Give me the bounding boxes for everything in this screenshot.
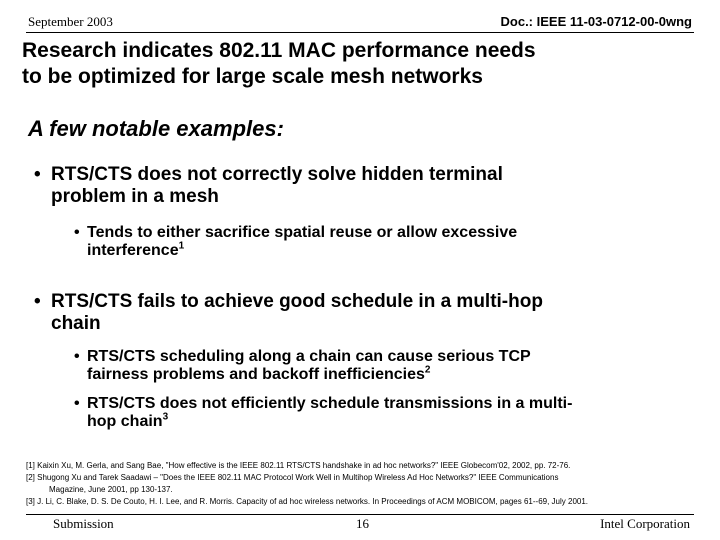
sub-bullet-2-1 — [74, 348, 714, 384]
slide-subtitle: A few notable examples: — [28, 116, 284, 141]
sub-bullet-2-1-marker: • — [74, 348, 80, 365]
sub-bullet-1-1-marker: • — [74, 224, 80, 241]
header-doc-id: Doc.: IEEE 11-03-0712-00-0wng — [500, 14, 692, 29]
reference-1: [1] Kaixin Xu, M. Gerla, and Sang Bae, "How effective is the IEEE 802.11 RTS/CTS handshake in ad hoc networks?" IEEE Globecom'02, 2002, pp. 72-76. — [26, 461, 571, 470]
slide-title — [22, 38, 712, 90]
sub-bullet-1-1-text — [87, 224, 517, 260]
sub-bullet-2-1-text — [87, 348, 531, 384]
sub-bullet-2-1-line-2: fairness problems and backoff inefficiencies — [87, 366, 425, 383]
bullet-2 — [34, 291, 714, 335]
sub-bullet-2-2-text — [87, 395, 572, 431]
sub-bullet-2-2-marker: • — [74, 395, 80, 412]
bullet-2-marker: • — [34, 291, 41, 312]
reference-2: [2] Shugong Xu and Tarek Saadawi – "Does the IEEE 802.11 MAC Protocol Work Well in Multihop Wireless Ad Hoc Networks?" IEEE Communications — [26, 473, 559, 482]
sub-bullet-2-2 — [74, 395, 714, 431]
footer-organization: Intel Corporation — [600, 516, 690, 531]
reference-3: [3] J. Li, C. Blake, D. S. De Couto, H. I. Lee, and R. Morris. Capacity of ad hoc wireless networks. In Proceedings of ACM MOBICOM, pages 61--69, July 2001. — [26, 497, 589, 506]
sub-bullet-1-1 — [74, 224, 714, 260]
sub-bullet-1-1-line-2: interference — [87, 242, 179, 259]
bullet-1-text — [51, 164, 503, 208]
bullet-1 — [34, 164, 714, 208]
bullet-1-line-2: problem in a mesh — [51, 186, 219, 207]
reference-2-continued: Magazine, June 2001, pp 130-137. — [49, 485, 173, 494]
page-number: 16 — [356, 516, 369, 531]
bullet-1-line-1: RTS/CTS does not correctly solve hidden terminal — [51, 164, 503, 185]
header-divider — [26, 32, 694, 33]
sub-bullet-2-2-line-2: hop chain — [87, 413, 163, 430]
bullet-2-line-2: chain — [51, 313, 101, 334]
footer-submission: Submission — [53, 516, 114, 531]
header-date: September 2003 — [28, 14, 113, 29]
sub-bullet-2-1-line-1: RTS/CTS scheduling along a chain can cause serious TCP — [87, 348, 531, 365]
slide-title-line-1: Research indicates 802.11 MAC performance needs — [22, 39, 536, 62]
footnote-ref-3: 3 — [162, 411, 169, 423]
bullet-1-marker: • — [34, 164, 41, 185]
sub-bullet-2-2-line-1: RTS/CTS does not efficiently schedule transmissions in a multi- — [87, 395, 573, 412]
footnote-ref-2: 2 — [424, 364, 431, 376]
sub-bullet-1-1-line-1: Tends to either sacrifice spatial reuse or allow excessive — [87, 224, 518, 241]
footnote-ref-1: 1 — [178, 240, 185, 252]
bullet-2-text — [51, 291, 543, 335]
slide-title-line-2: to be optimized for large scale mesh networks — [22, 65, 483, 88]
footer-divider — [26, 514, 694, 515]
references — [26, 460, 588, 508]
bullet-2-line-1: RTS/CTS fails to achieve good schedule in a multi-hop — [51, 291, 543, 312]
